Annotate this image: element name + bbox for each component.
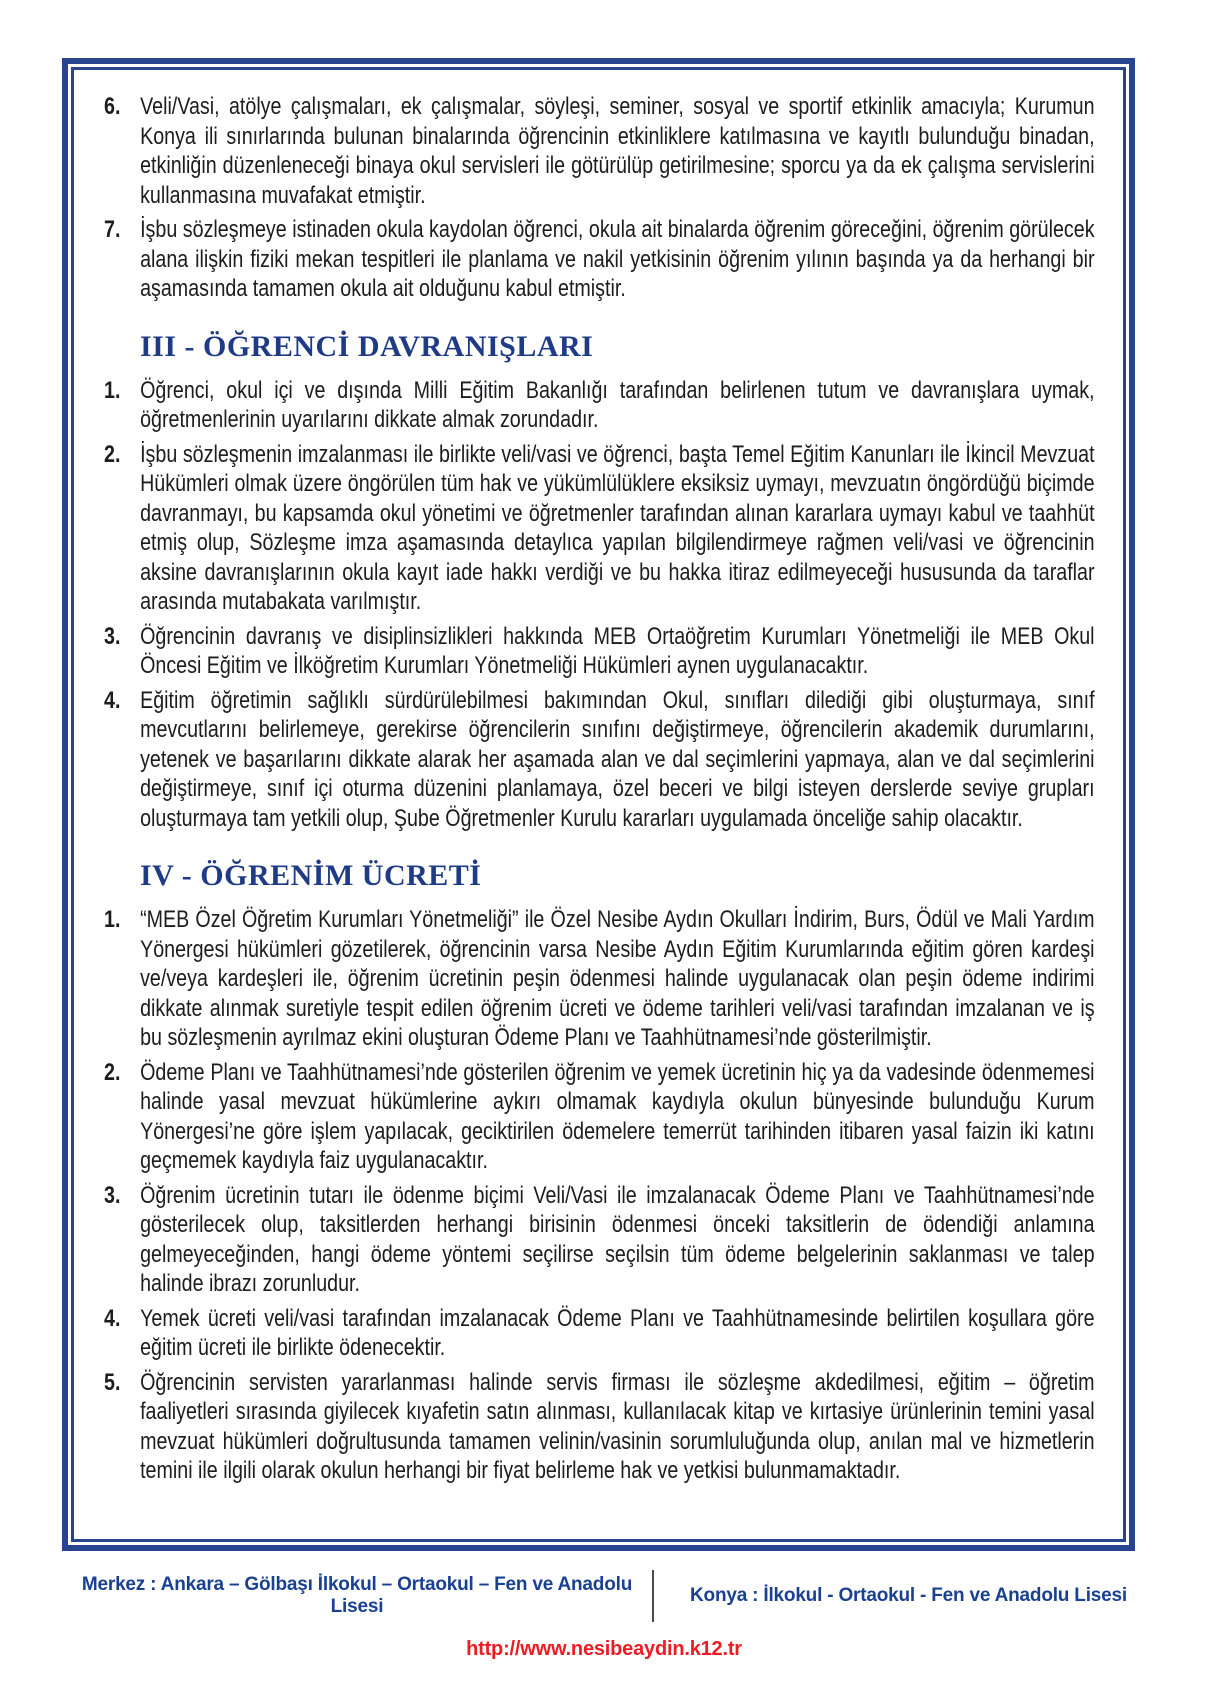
website-url: http://www.nesibeaydin.k12.tr (466, 1638, 742, 1660)
footer-campus-konya: Konya : İlkokul - Ortaokul - Fen ve Anadolu Lisesi (690, 1585, 1127, 1606)
list-item (104, 92, 1095, 210)
list-item-number: 4. (104, 686, 121, 714)
list-item-number: 1. (104, 906, 121, 933)
list-item-number: 7. (104, 216, 121, 243)
list-item-text: Eğitim öğretimin sağlıklı sürdürülebilmesi bakımından Okul, sınıfları dilediği gibi oluşturmaya, sınıf mevcutlarını belirlemeye, gerekirse öğrencilerin sınıfını değiştirmeye, öğrencilerin akademik durumlarını, yetenek ve başarılarını dikkate alarak her aşamada alan ve dal seçimlerini yapmaya, alan ve dal seçimlerini değiştirmeye, sınıf içi oturma düzenini planlamaya, özel beceri ve bilgi isteyen derslerde seviye grupları oluşturmaya tam yetkili olup, Şube Öğretmenler Kurulu kararları uygulamada önceliğe sahip olacaktır. (140, 686, 1095, 832)
section-title-ogrenci-davranislari: III - ÖĞRENCİ DAVRANIŞLARI (140, 329, 594, 363)
list-item-number: 3. (104, 622, 121, 650)
list-item-text: Öğrenci, okul içi ve dışında Milli Eğitim Bakanlığı tarafından belirlenen tutum ve davranışlara uymak, öğretmenlerinin uyarılarını dikkate almak zorundadır. (140, 376, 1095, 433)
list-item-text: Yemek ücreti veli/vasi tarafından imzalanacak Ödeme Planı ve Taahhütnamesinde belirtilen koşullara göre eğitim ücreti ile birlikte ödenecektir. (140, 1304, 1095, 1361)
list-item-number: 2. (104, 1058, 121, 1086)
list-item (104, 215, 1095, 304)
list-item-number: 3. (104, 1181, 121, 1209)
list-item-number: 6. (104, 93, 121, 120)
list-item-text: Öğrencinin davranış ve disiplinsizlikleri hakkında MEB Ortaöğretim Kurumları Yönetmeliği ile MEB Okul Öncesi Eğitim ve İlköğretim Kurumları Yönetmeliği Hükümleri aynen uygulanacaktır. (140, 622, 1095, 679)
document-body (74, 70, 1123, 1539)
list-item (104, 1304, 1095, 1363)
list-item-text: İşbu sözleşmeye istinaden okula kaydolan öğrenci, okula ait binalarda öğrenim göreceğini, öğrenim görülecek alana ilişkin fiziki mekan tespitleri ile planlama ve nakil yetkisinin öğrenim yılının başında ya da herhangi bir aşamasında tamamen okula ait olduğunu kabul etmiştir. (140, 216, 1095, 302)
list-item-number: 5. (104, 1368, 121, 1396)
list-item-text: Ödeme Planı ve Taahhütnamesi’nde gösterilen öğrenim ve yemek ücretinin hiç ya da vadesinde ödenmemesi halinde yasal mevzuat hükümlerine aykırı olmamak kaydıyla okulun bünyesinde bulunduğu Kurum Yönergesi’ne göre işlem yapılacak, geciktirilen ödemelere temerrüt tarihinden itibaren yasal faizin iki katını geçmemek kaydıyla faiz uygulanacaktır. (140, 1058, 1095, 1174)
list-item-number: 1. (104, 376, 121, 404)
list-item (104, 622, 1095, 681)
document-frame-inner (71, 67, 1126, 1542)
list-item (104, 905, 1095, 1053)
list-item (104, 376, 1095, 435)
list-item-text: Veli/Vasi, atölye çalışmaları, ek çalışmalar, söyleşi, seminer, sosyal ve sportif etkinlik amacıyla; Kurumun Konya ili sınırlarında bulunan binalarında öğrencinin etkinliklere katılmasına ve kayıtlı bulunduğu binadan, etkinliğin düzenleneceği binaya okul servisleri ile götürülüp getirilmesine; sporcu ya da ek çalışma servislerini kullanmasına muvafakat etmiştir. (140, 93, 1095, 209)
list-item-number: 2. (104, 440, 121, 468)
footer-campus-merkez: Merkez : Ankara – Gölbaşı İlkokul – Ortaokul – Fen ve Anadolu Lisesi (81, 1574, 633, 1617)
list-item-text: İşbu sözleşmenin imzalanması ile birlikte veli/vasi ve öğrenci, başta Temel Eğitim Kanunları ile İkincil Mevzuat Hükümleri olmak üzere öngörülen tüm hak ve yükümlülüklere eksiksiz uymayı, mevzuatın öngördüğü biçimde davranmayı, bu kapsamda okul yönetimi ve öğretmenler tarafından alınan kararlara uymayı kabul ve taahhüt etmiş olup, Sözleşme imza aşamasında detaylıca yapılan bilgilendirmeye rağmen veli/vasi ve öğrencinin aksine davranışlarının okula kayıt iade hakkı verdiği ve bu hakka itiraz edilmeyeceği hususunda da taraflar arasında mutabakata varılmıştır. (140, 440, 1095, 615)
document-frame (62, 58, 1135, 1551)
list-item-text: Öğrencinin servisten yararlanması halinde servis firması ile sözleşme akdedilmesi, eğitim – öğretim faaliyetleri sırasında giyilecek kıyafetin satın alınması, kullanılacak kitap ve kırtasiye ürünlerinin temini yasal mevzuat hükümleri doğrultusunda tamamen velinin/vasinin sorumluluğunda olup, anılan mal ve hizmetlerin temini ile ilgili olarak okulun herhangi bir fiyat belirleme hak ve yetkisi bulunmamaktadır. (140, 1368, 1095, 1484)
list-item-text: Öğrenim ücretinin tutarı ile ödenme biçimi Veli/Vasi ile imzalanacak Ödeme Planı ve Taahhütnamesi’nde gösterilecek olup, taksitlerden herhangi birisinin ödenmesi önceki taksitlerin de ödendiği anlamına gelmeyeceğinden, hangi ödeme yöntemi seçilirse seçilsin tüm ödeme belgelerinin saklanması ve talep halinde ibrazı zorunludur. (140, 1181, 1095, 1297)
list-item-text: “MEB Özel Öğretim Kurumları Yönetmeliği” ile Özel Nesibe Aydın Okulları İndirim, Burs, Ödül ve Mali Yardım Yönergesi hükümleri gözetilerek, öğrencinin varsa Nesibe Aydın Eğitim Kurumlarında eğitim gören kardeşi ve/veya kardeşleri ile, öğrenim ücretinin peşin ödenmesi halinde uygulanacak olan peşin ödeme indirimi dikkate alınmak suretiyle tespit edilen öğrenim ücreti ve ödeme tarihleri veli/vasi tarafından imzalanan ve iş bu sözleşmenin ayrılmaz ekini oluşturan Ödeme Planı ve Taahhütnamesi’nde gösterilmiştir. (140, 906, 1095, 1051)
section-title-ogrenim-ucreti: IV - ÖĞRENİM ÜCRETİ (140, 859, 482, 892)
list-item (104, 1181, 1095, 1299)
list-item (104, 440, 1095, 617)
list-item (104, 1368, 1095, 1486)
footer-divider (652, 1570, 654, 1622)
page-footer (62, 1570, 1135, 1622)
list-item (104, 1058, 1095, 1176)
list-item-number: 4. (104, 1304, 121, 1332)
list-item (104, 686, 1095, 834)
